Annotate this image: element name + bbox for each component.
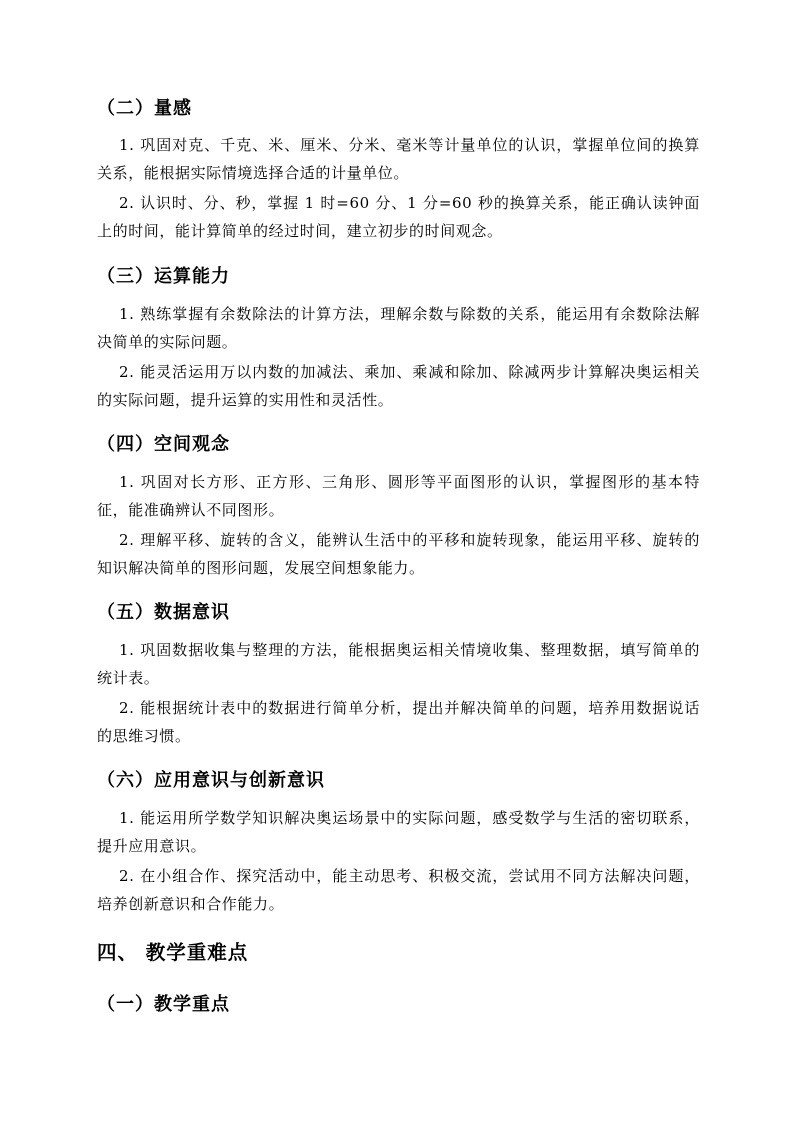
section-heading-yun-suan: （三）运算能力	[97, 266, 230, 287]
section-heading-shu-ju: （五）数据意识	[97, 602, 230, 623]
section-heading-zhong-dian: （一）教学重点	[97, 994, 230, 1015]
paragraph-ying-yong-2: 2. 在小组合作、探究活动中，能主动思考、积极交流，尝试用不同方法解决问题，培养创新意识和合作能力。	[97, 867, 700, 913]
paragraph-kong-jian-1: 1. 巩固对长方形、正方形、三角形、圆形等平面图形的认识，掌握图形的基本特征，能准确辨认不同图形。	[97, 473, 700, 519]
paragraph-shu-ju-2: 2. 能根据统计表中的数据进行简单分析，提出并解决简单的问题，培养用数据说话的思维习惯。	[97, 699, 700, 745]
paragraph-liang-gan-2: 2. 认识时、分、秒，掌握 1 时=60 分、1 分=60 秒的换算关系，能正确认读钟面上的时间，能计算简单的经过时间，建立初步的时间观念。	[97, 194, 700, 240]
paragraph-yun-suan-2: 2. 能灵活运用万以内数的加减法、乘加、乘减和除加、除减两步计算解决奥运相关的实际问题，提升运算的实用性和灵活性。	[97, 363, 700, 409]
paragraph-ying-yong-1: 1. 能运用所学数学知识解决奥运场景中的实际问题，感受数学与生活的密切联系，提升应用意识。	[97, 809, 700, 855]
paragraph-liang-gan-1: 1. 巩固对克、千克、米、厘米、分米、毫米等计量单位的认识，掌握单位间的换算关系，能根据实际情境选择合适的计量单位。	[97, 136, 700, 182]
section-heading-ying-yong: （六）应用意识与创新意识	[97, 770, 325, 791]
chapter-heading-zhong-nan: 四、 教学重难点	[97, 941, 249, 964]
paragraph-shu-ju-1: 1. 巩固数据收集与整理的方法，能根据奥运相关情境收集、整理数据，填写简单的统计表。	[97, 641, 700, 687]
paragraph-kong-jian-2: 2. 理解平移、旋转的含义，能辨认生活中的平移和旋转现象，能运用平移、旋转的知识解决简单的图形问题，发展空间想象能力。	[97, 531, 700, 577]
paragraph-yun-suan-1: 1. 熟练掌握有余数除法的计算方法，理解余数与除数的关系，能运用有余数除法解决简单的实际问题。	[97, 305, 700, 351]
section-heading-liang-gan: （二）量感	[97, 98, 192, 119]
section-heading-kong-jian: （四）空间观念	[97, 434, 230, 455]
